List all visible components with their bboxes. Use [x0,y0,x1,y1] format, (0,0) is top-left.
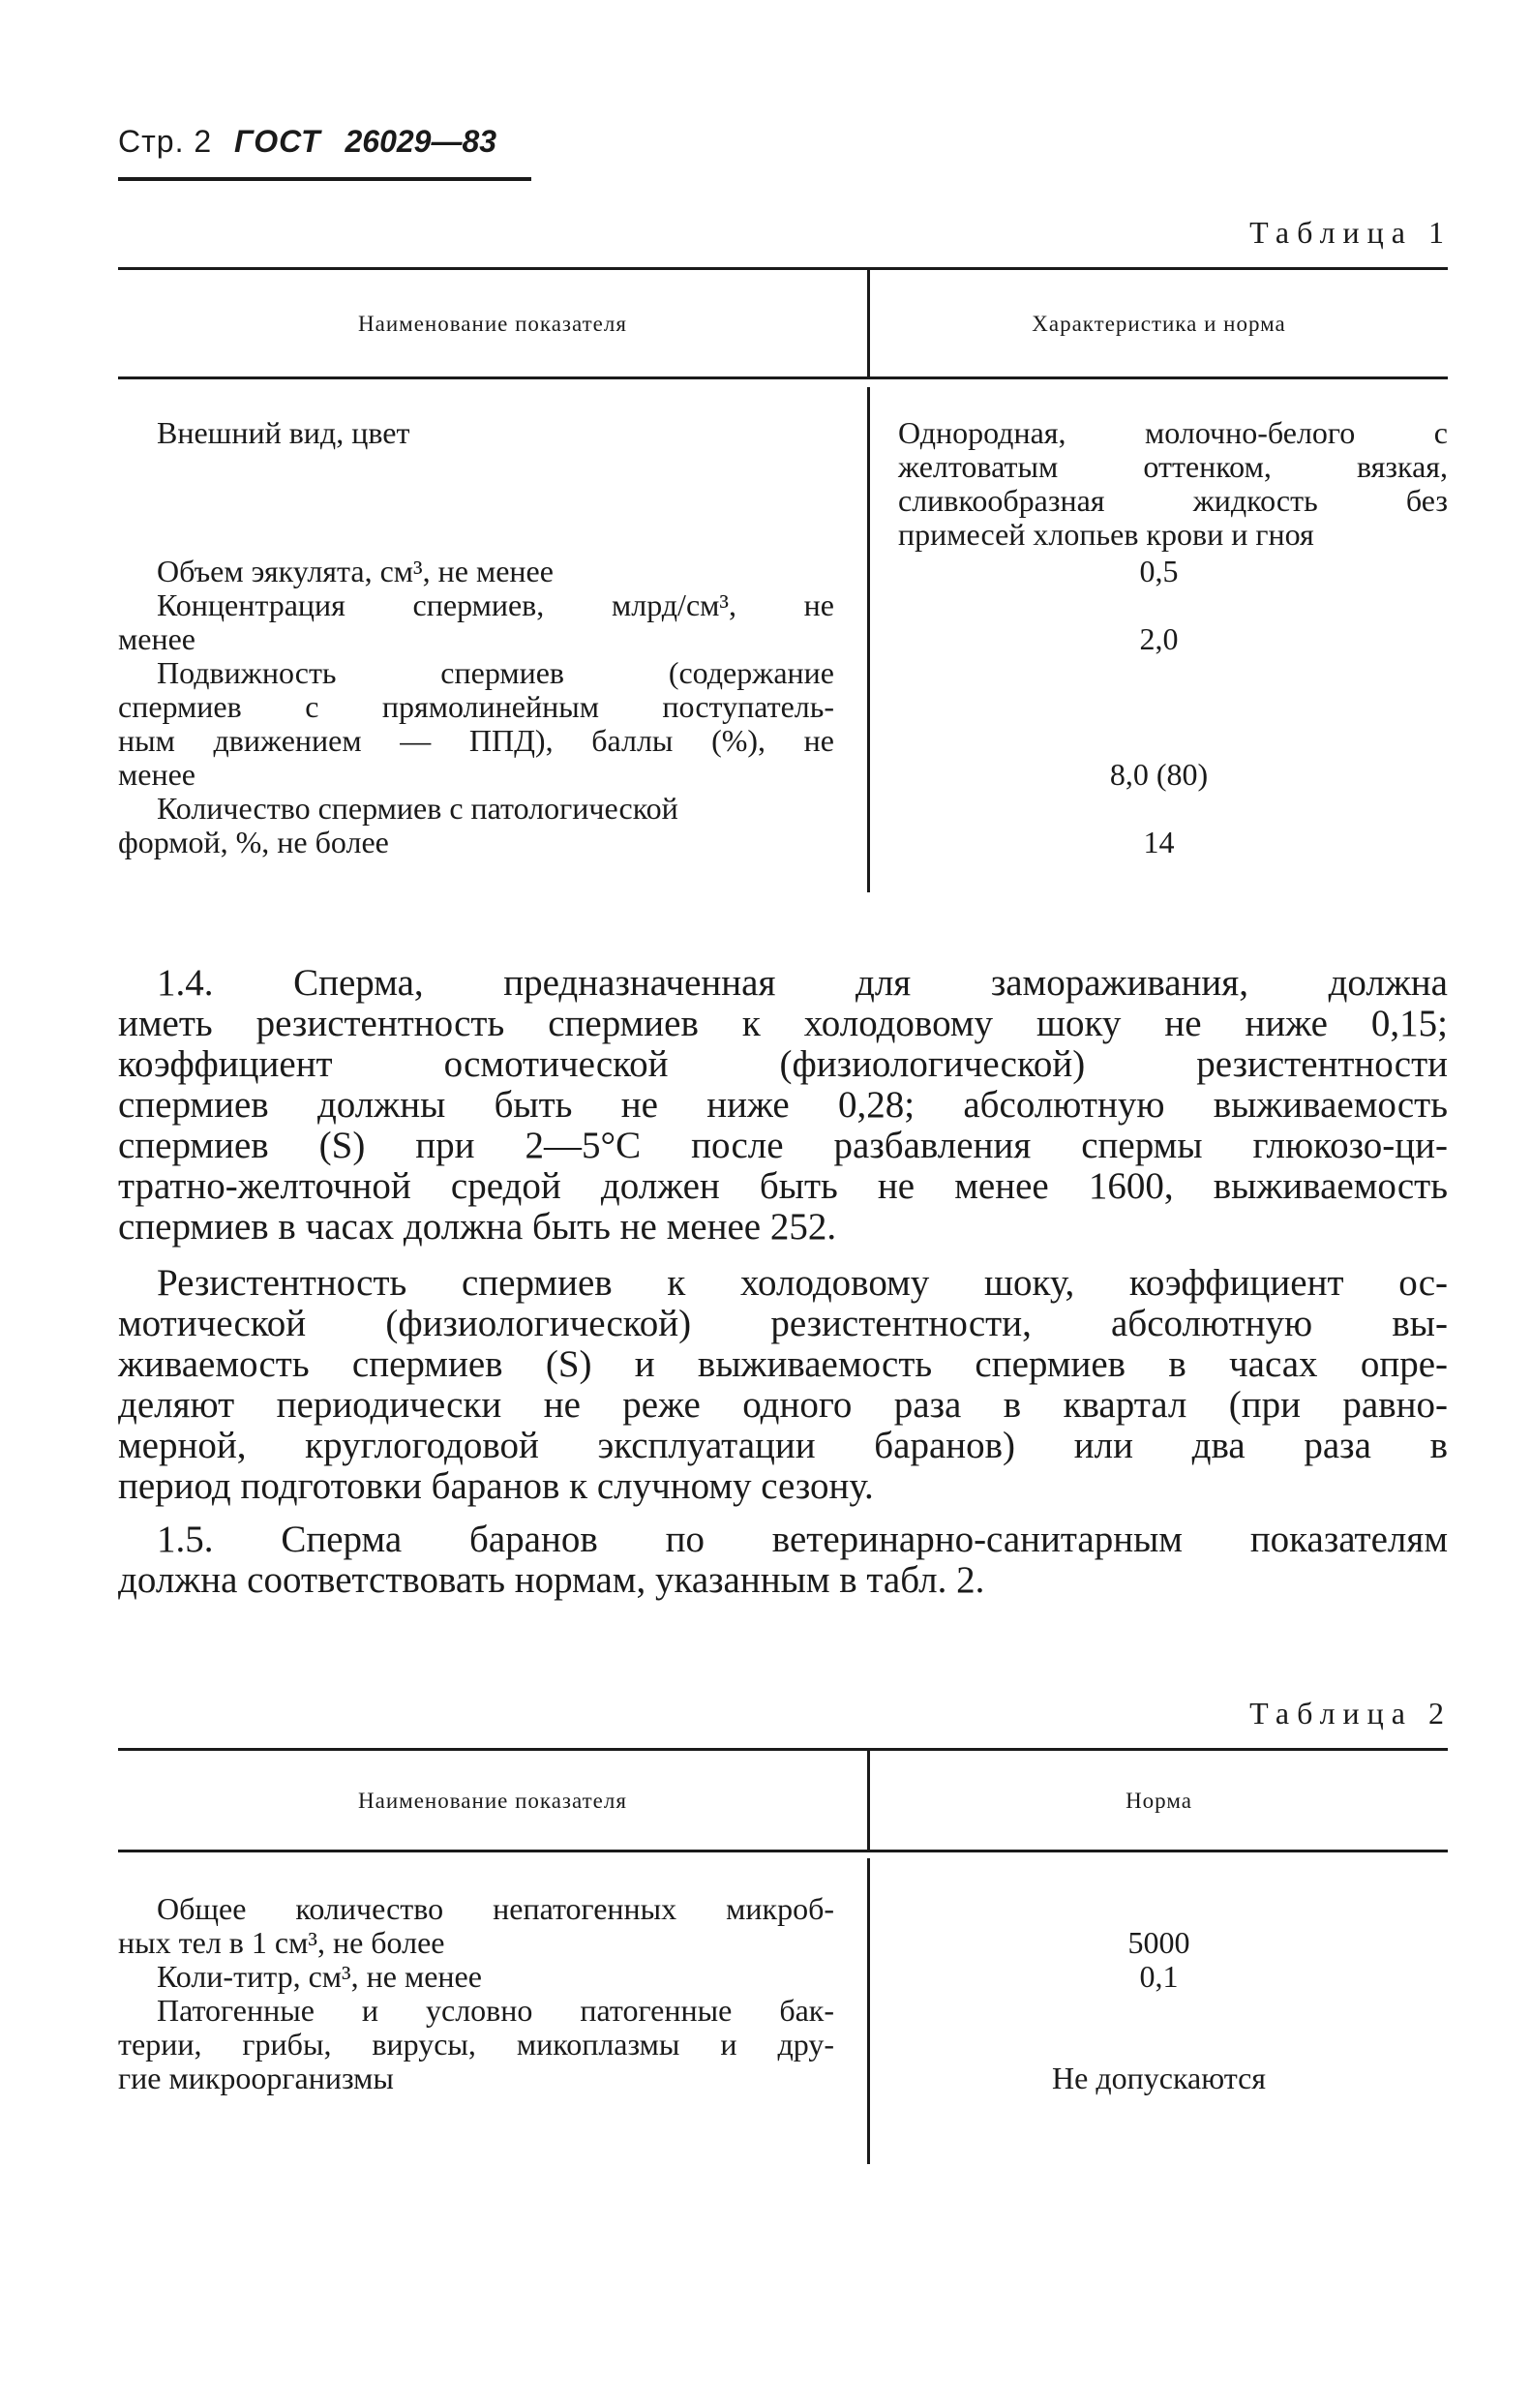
table1-row3-name: Концентрация спермиев, млрд/см³, не менее [118,587,834,656]
header-underline [118,177,531,181]
table1-row2-name: Объем эякулята, см³, не менее [157,554,554,588]
table1-row5-value: 14 [1143,825,1175,859]
paragraph-1-5: 1.5. Сперма баранов по ветеринарно-санитарным показателям должна соответствовать нормам, указанным в табл. 2. [118,1519,1448,1601]
table1-top-rule [118,267,1448,270]
standard-number: 26029—83 [345,124,497,159]
table1-row4-value: 8,0 (80) [1109,757,1209,792]
page-number: Стр. 2 [118,124,213,159]
page-header [118,124,496,160]
table1-row3-value: 2,0 [1139,621,1179,656]
table1-header-rule [118,376,1448,379]
table2-col-header-name: Наименование показателя [358,1789,627,1813]
standard-label: ГОСТ [234,124,321,159]
table1-row1-value: Однородная, молочно-белого с желтоватым оттенком, вязкая, сливкообразная жидкость без примесей хлопьев крови и гноя [898,415,1448,552]
table2-top-rule [118,1748,1448,1751]
table1-caption: Таблица 1 [1249,215,1452,250]
table1-row4-name: Подвижность спермиев (содержание спермиев с прямолинейным поступатель- ным движением — ППД), баллы (%), не менее [118,655,834,792]
table2-col-header-value: Норма [1126,1789,1192,1813]
table1-col-header-value: Характеристика и норма [1032,312,1286,336]
table2-row2-name: Коли-титр, см³, не менее [157,1959,482,1994]
table2-row1-name: Общее количество непатогенных микроб- ных тел в 1 см³, не более [118,1891,834,1960]
table2-body-divider [867,1858,870,2164]
table2-caption: Таблица 2 [1249,1696,1452,1731]
table1-row2-value: 0,5 [1139,554,1179,588]
table2-row3-name: Патогенные и условно патогенные бак- терии, грибы, вирусы, микоплазмы и дру- гие микроорганизмы [118,1993,834,2095]
paragraph-resistance: Резистентность спермиев к холодовому шоку, коэффициент ос- мотической (физиологической) резистентности, абсолютную вы- живаемость спермиев (S) и выживаемость спермиев в часах опре- деляют периодически не реже одного раза в квартал (при равно- мерной, круглогодовой эксплуатации баранов) или два раза в период подготовки баранов к случному сезону. [118,1262,1448,1507]
table2-row1-value: 5000 [1127,1925,1190,1960]
table1-row1-name: Внешний вид, цвет [157,415,410,450]
table1-row5-name: Количество спермиев с патологической формой, %, не более [118,791,678,859]
paragraph-1-4: 1.4. Сперма, предназначенная для замораживания, должна иметь резистентность спермиев к холодовому шоку не ниже 0,15; коэффициент осмотической (физиологической) резистентности спермиев должны быть не ниже 0,28; абсолютную выживаемость спермиев (S) при 2—5°C после разбавления спермы глюкозо-ци- тратно-желточной средой должен быть не менее 1600, выживаемость спермиев в часах должна быть не менее 252. [118,962,1448,1248]
table2-row3-value: Не допускаются [1052,2061,1266,2095]
table1-col-header-name: Наименование показателя [358,312,627,336]
table2-header-rule [118,1850,1448,1852]
table2-row2-value: 0,1 [1139,1959,1179,1994]
